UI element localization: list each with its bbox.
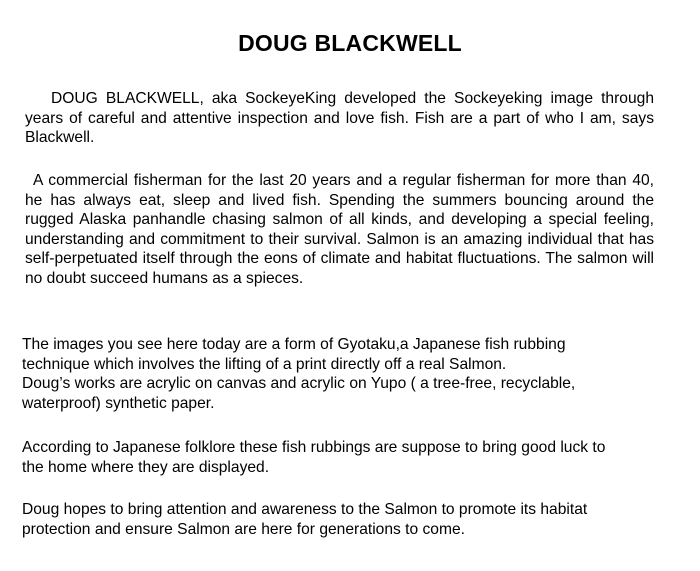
paragraph-introduction: DOUG BLACKWELL, aka SockeyeKing developed the Sockeyeking image through years of careful and attentive inspection and love fish. Fish are a part of who I am, says Blackwell. bbox=[25, 90, 654, 146]
paragraph-line: According to Japanese folklore these fish rubbings are suppose to bring good luck to bbox=[22, 439, 606, 456]
paragraph-folklore bbox=[22, 438, 698, 477]
paragraph-line: Doug hopes to bring attention and awareness to the Salmon to promote its habitat bbox=[22, 501, 588, 518]
paragraph-line: The images you see here today are a form of Gyotaku,a Japanese fish rubbing bbox=[22, 336, 566, 353]
document-title: DOUG BLACKWELL bbox=[238, 30, 462, 56]
paragraph-line: waterproof) synthetic paper. bbox=[22, 394, 215, 412]
paragraph-line: the home where they are displayed. bbox=[22, 458, 270, 476]
paragraph-conservation bbox=[22, 500, 694, 539]
paragraph-line: Doug’s works are acrylic on canvas and acrylic on Yupo ( a tree-free, recyclable, bbox=[22, 375, 576, 392]
paragraph-fisherman-background: A commercial fisherman for the last 20 years and a regular fisherman for more than 40, he has always eat, sleep and lived fish. Spending the summers bouncing around the rugged Alaska panhandle chasing salmon of all kinds, and developing a special feeling, understanding and commitment to their survival. Salmon is an amazing individual that has self-perpetuated itself through the eons of climate and habitat fluctuations. The salmon will no doubt succeed humans as a spieces. bbox=[25, 172, 654, 287]
paragraph-line: technique which involves the lifting of a print directly off a real Salmon. bbox=[22, 355, 507, 373]
paragraph-gyotaku-technique bbox=[22, 335, 694, 413]
paragraph-line: protection and ensure Salmon are here for generations to come. bbox=[22, 520, 465, 538]
